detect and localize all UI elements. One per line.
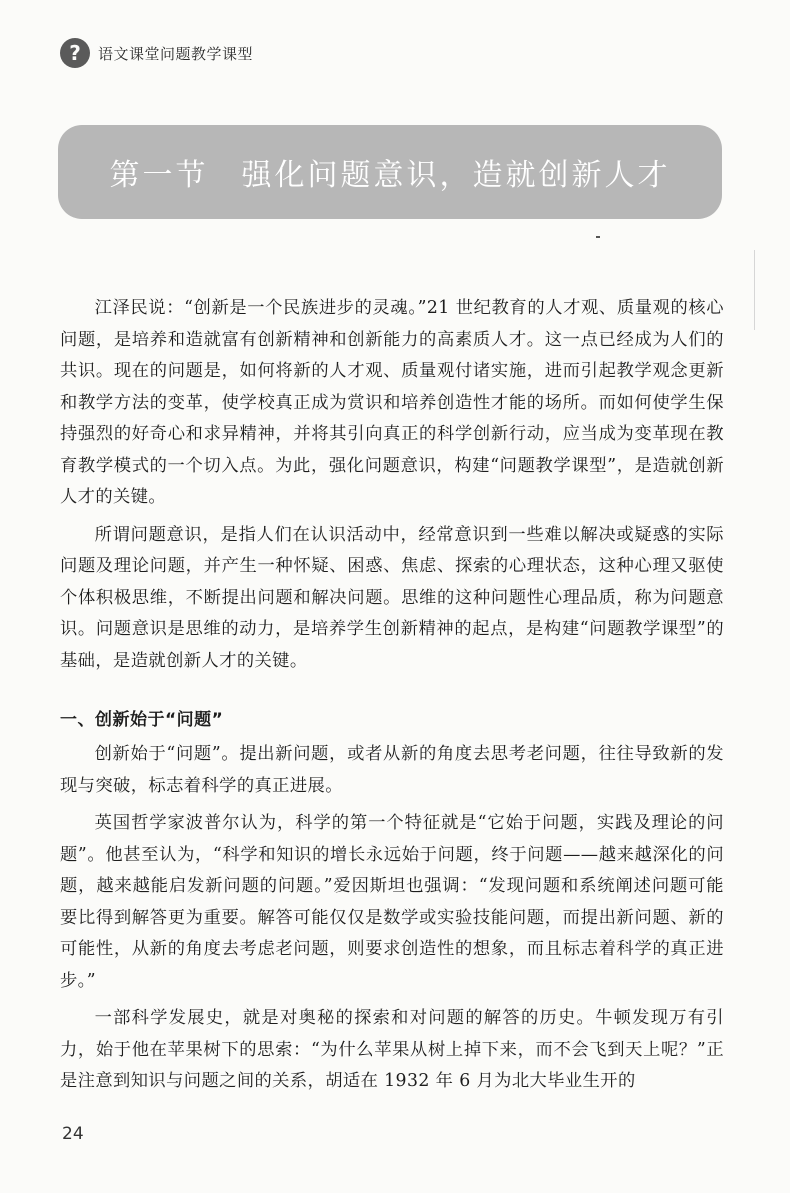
- margin-rule: [754, 250, 755, 330]
- subsection-paragraph: 英国哲学家波普尔认为，科学的第一个特征就是“它始于问题，实践及理论的问题”。他甚至认为，“科学和知识的增长永远始于问题，终于问题——越来越深化的问题，越来越能启发新问题的问题。”爱因斯坦也强调：“发现问题和系统阐述问题可能要比得到解答更为重要。解答可能仅仅是数学或实验技能问题，而提出新问题、新的可能性，从新的角度去考虑老问题，则要求创造性的想象，而且标志着科学的真正进步。”: [60, 813, 724, 991]
- page-number: 24: [62, 1124, 84, 1144]
- subsection-paragraph: 创新始于“问题”。提出新问题，或者从新的角度去思考老问题，往往导致新的发现与突破，标志着科学的真正进展。: [60, 744, 724, 796]
- running-header: [60, 38, 253, 68]
- body-text: [60, 293, 724, 1104]
- intro-paragraph: 江泽民说：“创新是一个民族进步的灵魂。”21 世纪教育的人才观、质量观的核心问题，是培养和造就富有创新精神和创新能力的高素质人才。这一点已经成为人们的共识。现在的问题是，如何将新的人才观、质量观付诸实施，进而引起教学观念更新和教学方法的变革，使学校真正成为赏识和培养创造性才能的场所。而如何使学生保持强烈的好奇心和求异精神，并将其引向真正的科学创新行动，应当成为变革现在教育教学模式的一个切入点。为此，强化问题意识，构建“问题教学课型”，是造就创新人才的关键。: [60, 298, 724, 507]
- intro-paragraph: 所谓问题意识，是指人们在认识活动中，经常意识到一些难以解决或疑惑的实际问题及理论问题，并产生一种怀疑、困惑、焦虑、探索的心理状态，这种心理又驱使个体积极思维，不断提出问题和解决问题。思维的这种问题性心理品质，称为问题意识。问题意识是思维的动力，是培养学生创新精神的起点，是构建“问题教学课型”的基础，是造就创新人才的关键。: [60, 524, 724, 671]
- print-mark: [596, 236, 600, 238]
- question-mark-logo-icon: ?: [60, 38, 90, 68]
- subsection-paragraph: 一部科学发展史，就是对奥秘的探索和对问题的解答的历史。牛顿发现万有引力，始于他在苹果树下的思索：“为什么苹果从树上掉下来，而不会飞到天上呢？”正是注意到知识与问题之间的关系，胡适在 1932 年 6 月为北大毕业生开的: [60, 1008, 724, 1091]
- section-title-banner: [58, 125, 722, 219]
- section-title: 第一节 强化问题意识，造就创新人才: [109, 158, 671, 193]
- book-title: 语文课堂问题教学课型: [98, 44, 254, 63]
- subsection-heading: 一、创新始于“问题”: [60, 710, 224, 730]
